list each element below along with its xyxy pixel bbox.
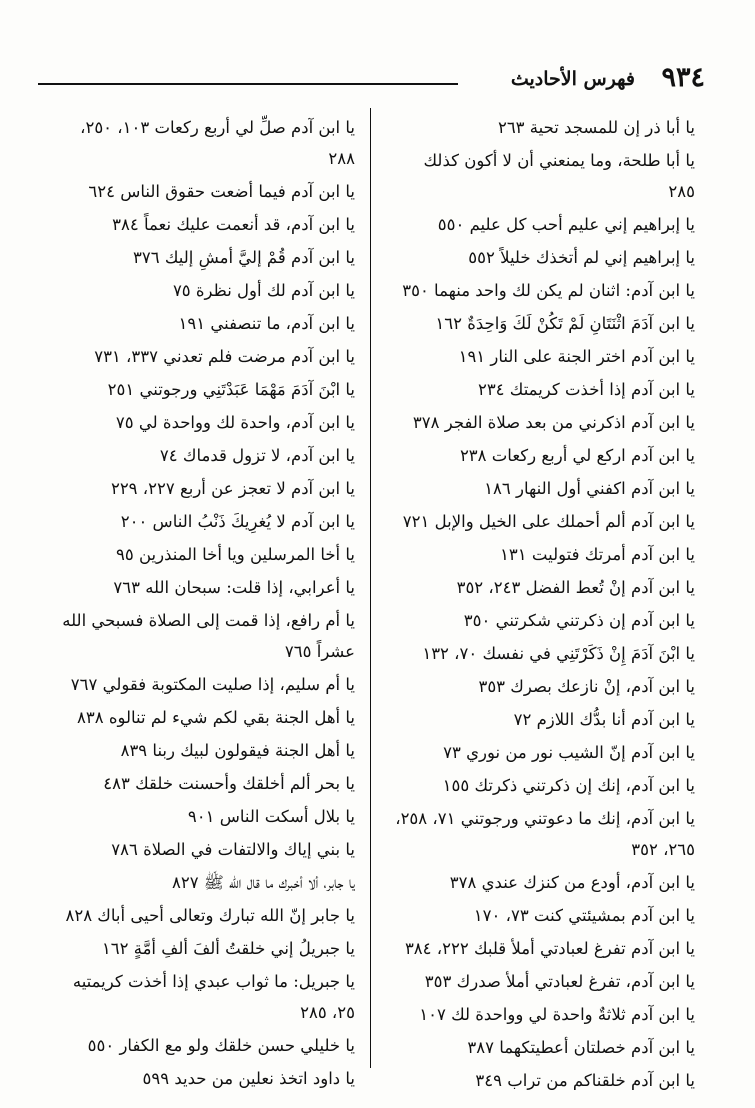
index-entry: يا ابن آدم اركع لي أربع ركعات ٢٣٨ (459, 446, 695, 465)
index-entry: يا داود اتخذ نعلين من حديد ٥٩٩ (142, 1069, 355, 1088)
index-entry: يا ابن آدم إذا أخذت كريمتك ٢٣٤ (477, 380, 695, 399)
index-entry: يا أهل الجنة بقي لكم شيء لم تنالوه ٨٣٨ (77, 708, 355, 727)
index-entry: يا ابن آدم فيما أضعت حقوق الناس ٦٢٤ (88, 182, 355, 201)
index-entry: يا ابن آدم أنا بدُّك اللازم ٧٢ (513, 710, 695, 729)
index-entry: يا ابن آدم لك أول نظرة ٧٥ (172, 281, 355, 300)
index-entry: يا ابن آدَمَ اثْنَتَانِ لَمْ تَكُنْ لَكَ وَاحِدَةٌ ١٦٢ (435, 314, 695, 333)
index-entry: يا ابن آدم اذكرني من بعد صلاة الفجر ٣٧٨ (412, 413, 695, 432)
index-entry: يا ابن آدم قُمْ إليَّ أمشِ إليك ٣٧٦ (133, 248, 355, 267)
index-entry: يا أبا ذر إن للمسجد تحية ٢٦٣ (497, 118, 695, 137)
index-entry: يا أم سليم، إذا صليت المكتوبة فقولي ٧٦٧ (70, 675, 355, 694)
right-column (395, 112, 695, 1098)
index-entry: يا ابن آدم اكفني أول النهار ١٨٦ (484, 479, 695, 498)
index-entry: يا ابن آدم، إنْ نازعك بصرك ٣٥٣ (478, 677, 695, 696)
left-column (55, 112, 355, 1096)
index-entry: يا ابن آدم لا تعجز عن أربع ٢٢٧، ٢٢٩ (110, 479, 355, 498)
index-entry: يا بحر ألم أخلقك وأحسنت خلقك ٤٨٣ (103, 774, 355, 793)
column-divider (370, 108, 371, 1068)
index-entry: يا ابن آدم اختر الجنة على النار ١٩١ (458, 347, 695, 366)
index-entry: يا جابر إنّ الله تبارك وتعالى أحيى أباك ٨٢٨ (65, 906, 355, 925)
index-entry: يا إبراهيم إني عليم أحب كل عليم ٥٥٠ (437, 215, 695, 234)
index-entry: يا ابن آدم أمرتك فتوليت ١٣١ (500, 545, 695, 564)
index-entry: يا ابن آدم بمشيئتي كنت ٧٣، ١٧٠ (473, 906, 695, 925)
index-entry: يا ابن آدم، ما تنصفني ١٩١ (178, 314, 355, 333)
index-entry: يا ابن آدم إنْ تُعط الفضل ٢٤٣، ٣٥٢ (456, 578, 695, 597)
index-entry: يا بلال أسكت الناس ٩٠١ (187, 807, 355, 826)
index-entry: يا جابر، ألا أخبرك ما قال الله ﷺ ٨٢٧ (172, 873, 355, 892)
index-entry: يا ابْنَ آدَمَ مَهْمَا عَبَدْتَنِي ورجوتني ٢٥١ (107, 380, 355, 399)
index-entry: يا ابن آدم إنّ الشيب نور من نوري ٧٣ (443, 743, 695, 762)
index-entry: يا ابن آدم، إنك ما دعوتني ورجوتني ٧١، ٢٥٨، ٢٦٥، ٣٥٢ (395, 809, 695, 859)
index-entry: يا خليلي حسن خلقك ولو مع الكفار ٥٥٠ (87, 1036, 355, 1055)
index-entry: يا أم رافع، إذا قمت إلى الصلاة فسبحي الله عشراً ٧٦٥ (62, 611, 355, 661)
page-header (38, 58, 717, 98)
index-entry: يا ابن آدم، إنك إن ذكرتني ذكرتك ١٥٥ (442, 776, 695, 795)
index-entry: يا جبريل: ما ثواب عبدي إذا أخذت كريمتيه ٢٥، ٢٨٥ (72, 972, 355, 1022)
index-entry: يا ابن آدم تفرغ لعبادتي أملأ قلبك ٢٢٢، ٣٨٤ (404, 939, 695, 958)
index-entry: يا ابن آدم مرضت فلم تعدني ٣٣٧، ٧٣١ (94, 347, 355, 366)
index-entry: يا ابن آدم ألم أحملك على الخيل والإبل ٧٢١ (402, 512, 695, 531)
page-number: ٩٣٤ (661, 62, 705, 93)
index-entry: يا ابن آدم، قد أنعمت عليك نعماً ٣٨٤ (112, 215, 355, 234)
index-entry: يا ابن آدم خلقناكم من تراب ٣٤٩ (475, 1071, 695, 1090)
index-entry: يا ابن آدم، واحدة لك وواحدة لي ٧٥ (115, 413, 355, 432)
index-entry: يا ابن آدم، أودع من كنزك عندي ٣٧٨ (449, 873, 695, 892)
index-entry: يا بني إياك والالتفات في الصلاة ٧٨٦ (111, 840, 355, 859)
index-entry: يا ابْنَ آدَمَ إِنْ ذَكَرْتَنِي في نفسك ٧٠، ١٣٢ (422, 644, 695, 663)
index-entry: يا ابن آدم، تفرغ لعبادتي أملأ صدرك ٣٥٣ (424, 972, 695, 991)
page-title: فهرس الأحاديث (510, 68, 635, 90)
index-entry: يا ابن آدم خصلتان أعطيتكهما ٣٨٧ (467, 1038, 695, 1057)
index-entry: يا ابن آدم: اثنان لم يكن لك واحد منهما ٣٥٠ (402, 281, 695, 300)
index-entry: يا أعرابي، إذا قلت: سبحان الله ٧٦٣ (113, 578, 355, 597)
index-entry: يا ابن آدم إن ذكرتني شكرتني ٣٥٠ (463, 611, 695, 630)
header-rule (38, 83, 458, 85)
index-entry: يا أبا طلحة، وما يمنعني أن لا أكون كذلك ٢٨٥ (423, 151, 695, 201)
index-entry: يا أهل الجنة فيقولون لبيك ربنا ٨٣٩ (120, 741, 355, 760)
index-entry: يا ابن آدم لا يُغرِيكَ ذَنْبُ الناس ٢٠٠ (120, 512, 355, 531)
index-entry: يا جبريلُ إني خلقتُ ألفَ ألفِ أمَّةٍ ١٦٢ (101, 939, 355, 958)
index-entry: يا ابن آدم، لا تزول قدماك ٧٤ (159, 446, 355, 465)
index-entry: يا أخا المرسلين ويا أخا المنذرين ٩٥ (115, 545, 355, 564)
index-entry: يا ابن آدم صلِّ لي أربع ركعات ١٠٣، ٢٥٠، ٢٨٨ (80, 118, 355, 168)
index-entry: يا ابن آدم ثلاثةٌ واحدة لي وواحدة لك ١٠٧ (419, 1005, 695, 1024)
index-entry: يا إبراهيم إني لم أتخذك خليلاً ٥٥٢ (468, 248, 695, 267)
